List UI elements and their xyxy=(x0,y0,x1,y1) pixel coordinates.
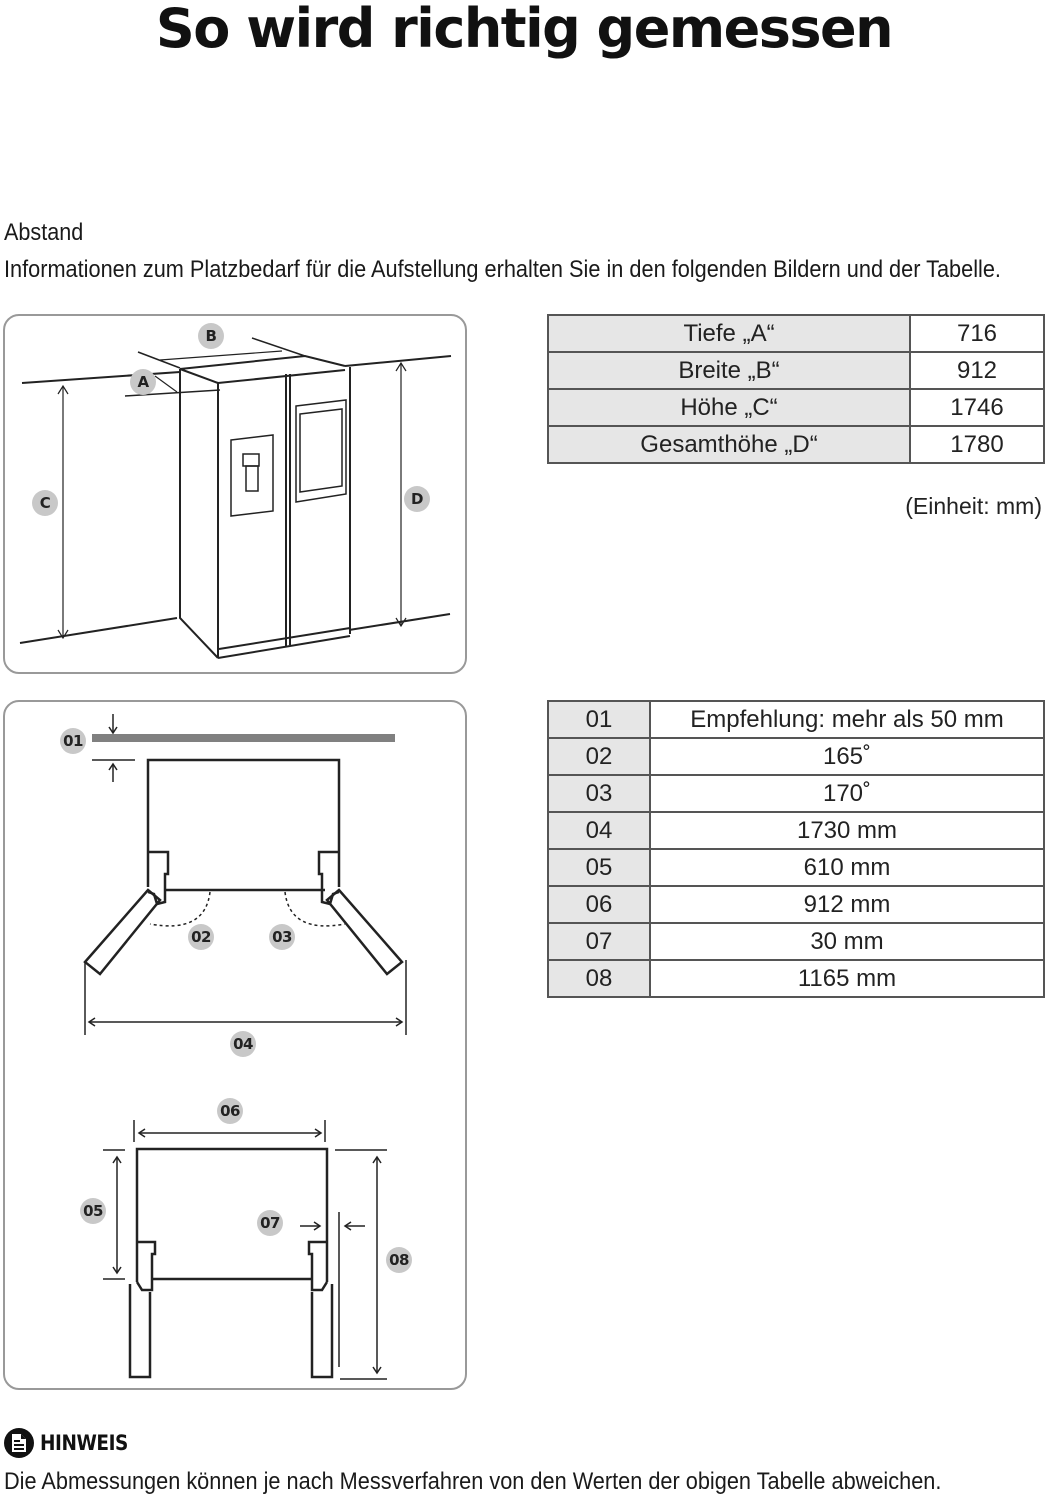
table-row xyxy=(548,960,1044,997)
table-row xyxy=(548,886,1044,923)
fridge-dimensions-diagram xyxy=(3,314,467,674)
item-value: 912 mm xyxy=(650,886,1044,923)
table-row xyxy=(548,315,1044,352)
item-number: 06 xyxy=(548,886,650,923)
dimension-value: 912 xyxy=(910,352,1044,389)
item-value: 170˚ xyxy=(650,775,1044,812)
item-number: 04 xyxy=(548,812,650,849)
dimension-label: Breite „B“ xyxy=(548,352,910,389)
item-value: 30 mm xyxy=(650,923,1044,960)
table-row xyxy=(548,389,1044,426)
label-badge-03: 03 xyxy=(269,924,295,950)
table-row xyxy=(548,849,1044,886)
label-badge-08: 08 xyxy=(386,1247,412,1273)
clearance-table xyxy=(547,700,1045,998)
dimension-label: Gesamthöhe „D“ xyxy=(548,426,910,463)
section-description: Informationen zum Platzbedarf für die Aufstellung erhalten Sie in den folgenden Bildern und der Tabelle. xyxy=(4,256,1001,283)
dimension-value: 1780 xyxy=(910,426,1044,463)
table-row xyxy=(548,701,1044,738)
item-number: 08 xyxy=(548,960,650,997)
label-badge-07: 07 xyxy=(257,1210,283,1236)
item-value: 1730 mm xyxy=(650,812,1044,849)
unit-note: (Einheit: mm) xyxy=(905,493,1042,519)
label-badge-02: 02 xyxy=(188,924,214,950)
label-badge-05: 05 xyxy=(80,1198,106,1224)
table-row xyxy=(548,812,1044,849)
label-badge-d: D xyxy=(404,486,430,512)
item-value: 610 mm xyxy=(650,849,1044,886)
note-document-icon xyxy=(4,1428,34,1458)
table-row xyxy=(548,923,1044,960)
fridge-perspective-drawing xyxy=(5,316,465,672)
item-number: 07 xyxy=(548,923,650,960)
label-badge-01: 01 xyxy=(60,728,86,754)
item-number: 02 xyxy=(548,738,650,775)
note-heading xyxy=(4,1428,140,1458)
page-title: So wird richtig gemessen xyxy=(155,0,893,60)
door-clearance-diagram xyxy=(3,700,467,1390)
item-number: 05 xyxy=(548,849,650,886)
table-row xyxy=(548,352,1044,389)
table-row xyxy=(548,426,1044,463)
table-row xyxy=(548,775,1044,812)
item-value: Empfehlung: mehr als 50 mm xyxy=(650,701,1044,738)
item-number: 03 xyxy=(548,775,650,812)
dimensions-table xyxy=(547,314,1045,464)
label-badge-04: 04 xyxy=(230,1031,256,1057)
dimension-value: 716 xyxy=(910,315,1044,352)
section-heading: Abstand xyxy=(4,219,84,246)
note-label: HINWEIS xyxy=(40,1431,128,1455)
label-badge-b: B xyxy=(198,323,224,349)
dimension-label: Tiefe „A“ xyxy=(548,315,910,352)
item-number: 01 xyxy=(548,701,650,738)
item-value: 1165 mm xyxy=(650,960,1044,997)
dimension-label: Höhe „C“ xyxy=(548,389,910,426)
label-badge-06: 06 xyxy=(217,1098,243,1124)
label-badge-c: C xyxy=(32,490,58,516)
label-badge-a: A xyxy=(130,369,156,395)
table-row xyxy=(548,738,1044,775)
item-value: 165˚ xyxy=(650,738,1044,775)
dimension-value: 1746 xyxy=(910,389,1044,426)
note-text: Die Abmessungen können je nach Messverfahren von den Werten der obigen Tabelle abweichen. xyxy=(4,1468,942,1495)
